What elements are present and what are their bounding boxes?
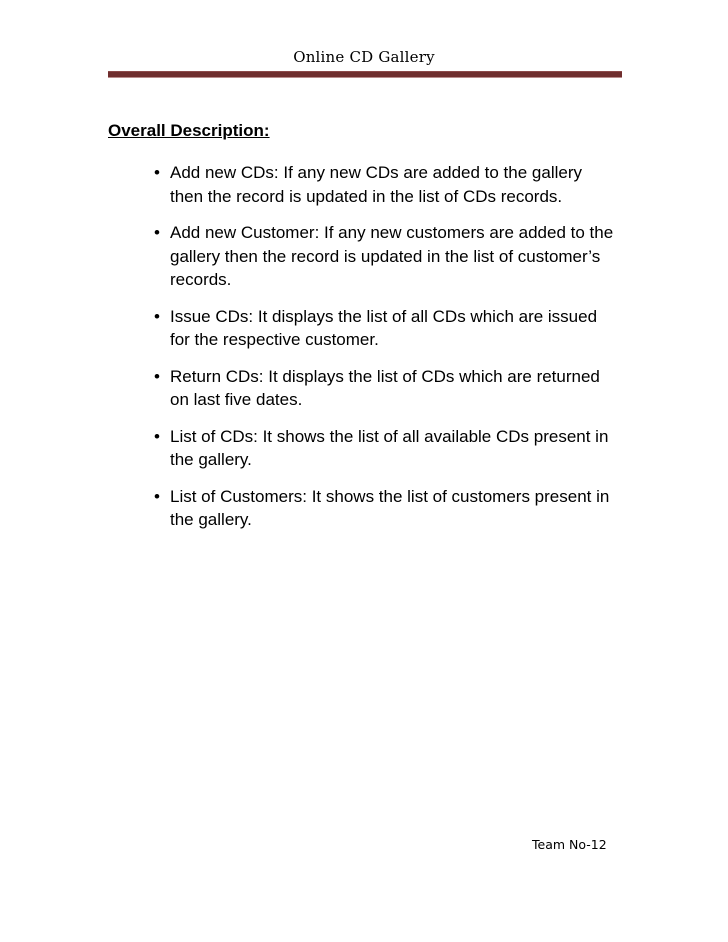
list-item [148,485,618,532]
section-heading: Overall Description: [108,121,270,140]
bullet-icon: • [154,486,160,506]
page-footer: Team No-12 [532,837,607,852]
header-divider [108,71,622,77]
list-item-text: Add new Customer: If any new customers are added to the gallery then the record is updated in the list of customer’s records. [170,223,614,289]
list-item [148,221,618,292]
bullet-icon: • [154,163,160,182]
list-item [148,365,618,412]
list-item [148,425,618,472]
list-item-text: Add new CDs: If any new CDs are added to the gallery then the record is updated in the list of CDs records. [170,163,582,206]
bullet-icon: • [154,366,160,386]
bullet-icon: • [154,306,160,326]
list-item [148,161,618,208]
list-item-text: Issue CDs: It displays the list of all CDs which are issued for the respective customer. [170,306,598,349]
list-item-text: List of CDs: It shows the list of all available CDs present in the gallery. [170,426,609,469]
list-item [148,305,618,352]
description-list [148,161,618,545]
list-item-text: List of Customers: It shows the list of customers present in the gallery. [170,486,610,529]
list-item-text: Return CDs: It displays the list of CDs which are returned on last five dates. [170,366,600,409]
bullet-icon: • [154,426,160,446]
page-header-title: Online CD Gallery [293,48,435,66]
bullet-icon: • [154,223,160,242]
